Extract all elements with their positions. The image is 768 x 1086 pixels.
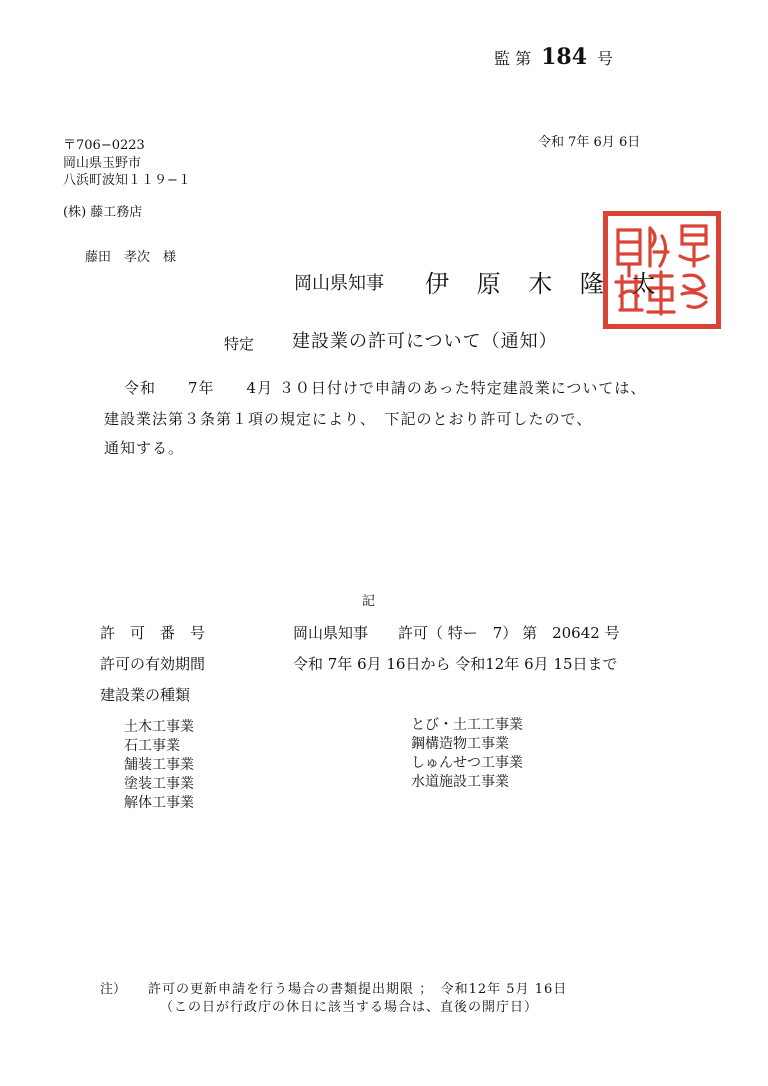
- address-line-2: 八浜町波知１１９−１: [63, 173, 191, 188]
- recipient-name: 藤田 孝次 様: [85, 250, 177, 265]
- subject-title: 建設業の許可について（通知）: [292, 331, 558, 352]
- list-item: 塗装工事業: [124, 776, 194, 792]
- permit-number-label: 許 可 番 号: [100, 624, 206, 642]
- doc-number-value: 184: [541, 44, 588, 70]
- validity-label: 許可の有効期間: [100, 655, 206, 673]
- body-line-2: 建設業法第３条第１項の規定により、 下記のとおり許可したので、: [104, 410, 593, 428]
- subject-prefix: 特定: [224, 335, 255, 353]
- doc-number-suffix: 号: [597, 49, 614, 68]
- list-item: 舗装工事業: [124, 757, 194, 773]
- list-item: 石工事業: [124, 738, 180, 754]
- list-item: しゅんせつ工事業: [411, 755, 523, 771]
- list-item: 解体工事業: [124, 795, 194, 811]
- record-heading: 記: [362, 594, 376, 609]
- note-line-1: 許可の更新申請を行う場合の書類提出期限 ； 令和12年 5月 16日: [148, 982, 568, 997]
- list-item: 水道施設工事業: [411, 774, 509, 790]
- list-item: とび・土工工事業: [411, 717, 523, 733]
- note-label: 注）: [100, 982, 127, 997]
- issue-date: 令和 7年 6月 6日: [538, 135, 641, 150]
- doc-number-prefix: 監 第: [494, 49, 532, 68]
- permit-number-value: 岡山県知事 許可（ 特ー 7） 第 20642 号: [293, 624, 620, 642]
- address-line-1: 岡山県玉野市: [63, 156, 142, 171]
- validity-value: 令和 7年 6月 16日から 令和12年 6月 15日まで: [293, 655, 618, 673]
- list-item: 土木工事業: [124, 719, 194, 735]
- business-types-label: 建設業の種類: [100, 686, 191, 704]
- list-item: 鋼構造物工事業: [411, 736, 509, 752]
- document-number: [494, 44, 613, 70]
- body-line-1: 令和 7年 4月 ３０日付けで申請のあった特定建設業については、: [124, 379, 647, 397]
- issuer-name: 伊 原 木 隆 太: [425, 270, 666, 298]
- postal-code: 〒706−0223: [63, 138, 145, 153]
- business-types-right: [411, 716, 523, 792]
- company-name: (株) 藤工務店: [63, 205, 143, 220]
- issuer-title: 岡山県知事: [294, 273, 384, 294]
- business-types-left: [124, 718, 194, 813]
- body-line-3: 通知する。: [104, 439, 185, 457]
- note-line-2: （この日が行政庁の休日に該当する場合は、直後の開庁日）: [160, 1000, 539, 1015]
